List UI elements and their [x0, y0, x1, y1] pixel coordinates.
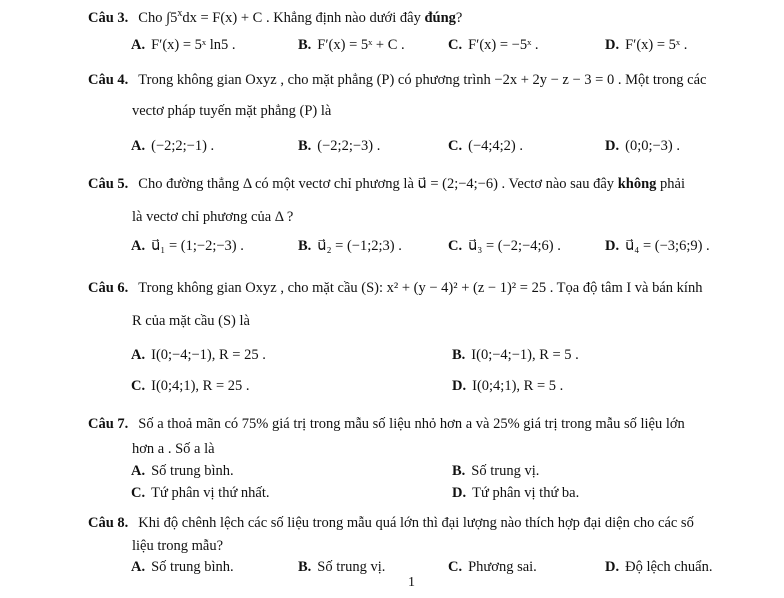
question-number: Câu 3.: [88, 9, 129, 26]
question-5-option-c: C. u⃗₃ = (−2;−4;6) .: [448, 238, 561, 254]
question-6-stem: Câu 6. Trong không gian Oxyz , cho mặt cầu (S): x² + (y − 4)² + (z − 1)² = 25 . Tọa độ tâm I và bán kính: [88, 280, 703, 296]
question-7-option-c: C. Tứ phân vị thứ nhất.: [131, 485, 270, 501]
question-8-option-c: C. Phương sai.: [448, 559, 537, 575]
page-number: 1: [408, 575, 415, 590]
question-8-stem: Câu 8. Khi độ chênh lệch các số liệu trong mẫu quá lớn thì đại lượng nào thích hợp đại diện cho các số: [88, 515, 694, 531]
question-4-option-a: A. (−2;2;−1) .: [131, 138, 215, 154]
question-8-option-d: D. Độ lệch chuẩn.: [605, 559, 713, 575]
question-4-stem: Câu 4. Trong không gian Oxyz , cho mặt phẳng (P) có phương trình −2x + 2y − z − 3 = 0 . Một trong các: [88, 72, 707, 88]
question-4-option-b: B. (−2;2;−3) .: [298, 138, 381, 154]
question-4-option-c: C. (−4;4;2) .: [448, 138, 524, 154]
question-8-option-b: B. Số trung vị.: [298, 559, 386, 575]
question-7-option-a: A. Số trung bình.: [131, 463, 234, 479]
question-6-option-d: D. I(0;4;1), R = 5 .: [452, 378, 564, 394]
question-6-option-b: B. I(0;−4;−1), R = 5 .: [452, 347, 579, 363]
question-4-stem-line2: vectơ pháp tuyến mặt phẳng (P) là: [132, 103, 332, 119]
question-7-option-b: B. Số trung vị.: [452, 463, 540, 479]
question-3-option-b: B. F′(x) = 5ˣ + C .: [298, 37, 405, 53]
question-7-stem: Câu 7. Số a thoả mãn có 75% giá trị trong mẫu số liệu nhỏ hơn a và 25% giá trị trong mẫu số liệu lớn: [88, 416, 685, 432]
question-3-option-a: A. F′(x) = 5ˣ ln5 .: [131, 37, 236, 53]
question-7-stem-line2: hơn a . Số a là: [132, 441, 215, 457]
question-6-stem-line2: R của mặt cầu (S) là: [132, 313, 250, 329]
question-8-stem-line2: liệu trong mẫu?: [132, 538, 224, 554]
question-6-option-a: A. I(0;−4;−1), R = 25 .: [131, 347, 266, 363]
question-5-stem-line2: là vectơ chỉ phương của Δ ?: [132, 209, 294, 225]
question-3-option-d: D. F′(x) = 5ˣ .: [605, 37, 688, 53]
question-6-option-c: C. I(0;4;1), R = 25 .: [131, 378, 250, 394]
question-5-stem: Câu 5. Cho đường thẳng Δ có một vectơ chỉ phương là u⃗ = (2;−4;−6) . Vectơ nào sau đây không phải: [88, 176, 685, 192]
question-3-option-c: C. F′(x) = −5ˣ .: [448, 37, 539, 53]
question-5-option-a: A. u⃗₁ = (1;−2;−3) .: [131, 238, 244, 254]
question-5-option-b: B. u⃗₂ = (−1;2;3) .: [298, 238, 402, 254]
question-5-option-d: D. u⃗₄ = (−3;6;9) .: [605, 238, 710, 254]
question-7-option-d: D. Tứ phân vị thứ ba.: [452, 485, 580, 501]
question-3-stem: Câu 3. Cho $\int 5^xdx = F(x) + C$ . Khẳng định nào dưới đây đúng?: [88, 8, 463, 26]
question-8-option-a: A. Số trung bình.: [131, 559, 234, 575]
question-4-option-d: D. (0;0;−3) .: [605, 138, 681, 154]
